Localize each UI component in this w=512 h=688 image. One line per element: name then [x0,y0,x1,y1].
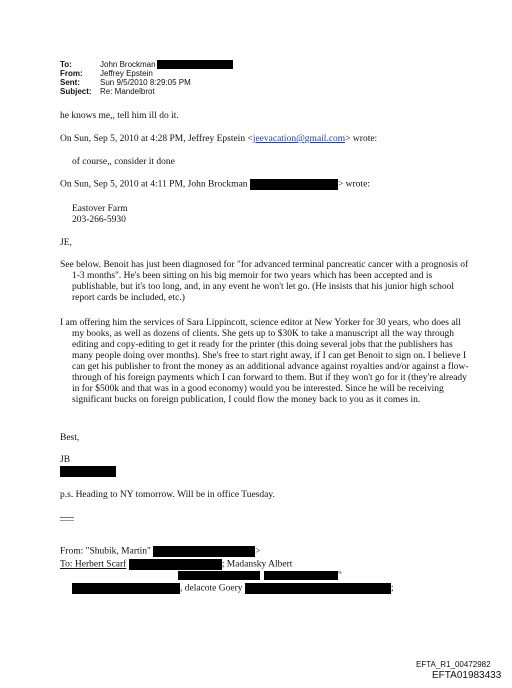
from-value: Jeffrey Epstein [100,69,153,78]
to-label: To: [60,60,72,69]
from-label: From: [60,69,83,78]
closing: Best, [60,433,80,443]
fwd-line3-mid: , delacote Goery [180,583,243,594]
redaction-box [157,60,233,69]
redaction-box [250,179,338,190]
redaction-box [178,571,260,580]
fwd-from-end: > [255,546,261,557]
fwd-to-text: To: Herbert Scarf [60,559,127,570]
divider [60,520,74,521]
paragraph-2: I am offering him the services of Sara Lippincott, science editor at New Yorker for 30 years, who does all my books, as well as dozens of clients. She gets up to $30K to take a manuscript all the way through editing and copy-editing to get it ready for the printer (this doing several jobs that the publishers has many people doing over months). She's free to start right away, if I can get Benoit to sign on. I believe I can get his publisher to front the money as an additional advance against royalties and/or against a flow-through of his foreign payments which I can forward to them. But if they won't go for it (they're already in for $500k and that was in a good economy) would you be interested. Since he will be receiving significant bucks on foreign publication, I could flow the money back to you as it comes in. [60,318,469,405]
fwd-cc-mid: " [338,571,342,581]
bates-id-2: EFTA01983433 [432,670,502,681]
quote-header-2 [60,179,460,191]
subject-label: Subject: [60,87,92,96]
quote-header-1 [60,134,460,145]
sent-label: Sent: [60,78,80,87]
address-line-2: 203-266-5930 [72,215,126,225]
redaction-box [245,583,391,594]
fwd-from-text: From: "Shubik, Martin" [60,546,151,557]
fwd-to-mid: ; Madansky Albert [221,559,293,570]
paragraph-1: See below. Benoit has just been diagnosed for "for advanced terminal pancreatic cancer with a prognosis of 1-3 months". He's been sitting on his big memoir for two years which has been accepted and is publishable, but it's too long, and, in any event he won't let go. (He insists that his junior high school report cards be included, etc.) [60,260,469,303]
fwd-to-line [60,559,460,571]
fwd-from-line [60,546,460,558]
bates-id-1: EFTA_R1_00472982 [416,660,491,669]
redaction-box [264,571,338,580]
sent-value: Sun 9/5/2010 8:29:05 PM [100,78,191,87]
fwd-line-3 [60,583,460,595]
email-header [60,60,233,96]
redaction-box [153,546,255,557]
to-value: John Brockman [100,60,156,69]
divider [60,517,74,518]
address-line-1: Eastover Farm [72,204,128,214]
greeting: JE, [60,238,72,248]
redaction-box [60,466,116,477]
subject-value: Re: Mandelbrot [100,87,155,96]
reply-text: he knows me,, tell him ill do it. [60,111,179,121]
reply-text-2: of course,, consider it done [72,157,175,167]
fwd-cc-line [60,571,460,582]
fwd-line3-end: ; [390,583,394,594]
email-link[interactable]: jeevacation@gmail.com [252,134,346,144]
postscript: p.s. Heading to NY tomorrow. Will be in office Tuesday. [60,490,275,500]
redaction-box [72,583,180,594]
quote1-prefix: On Sun, Sep 5, 2010 at 4:28 PM, Jeffrey Epstein < [60,134,253,144]
redaction-box [129,559,222,570]
quote1-suffix: > wrote: [345,134,378,144]
quote2-prefix: On Sun, Sep 5, 2010 at 4:11 PM, John Brockman [60,179,248,190]
quote2-suffix: > wrote: [337,179,370,190]
signature: JB [60,455,71,465]
